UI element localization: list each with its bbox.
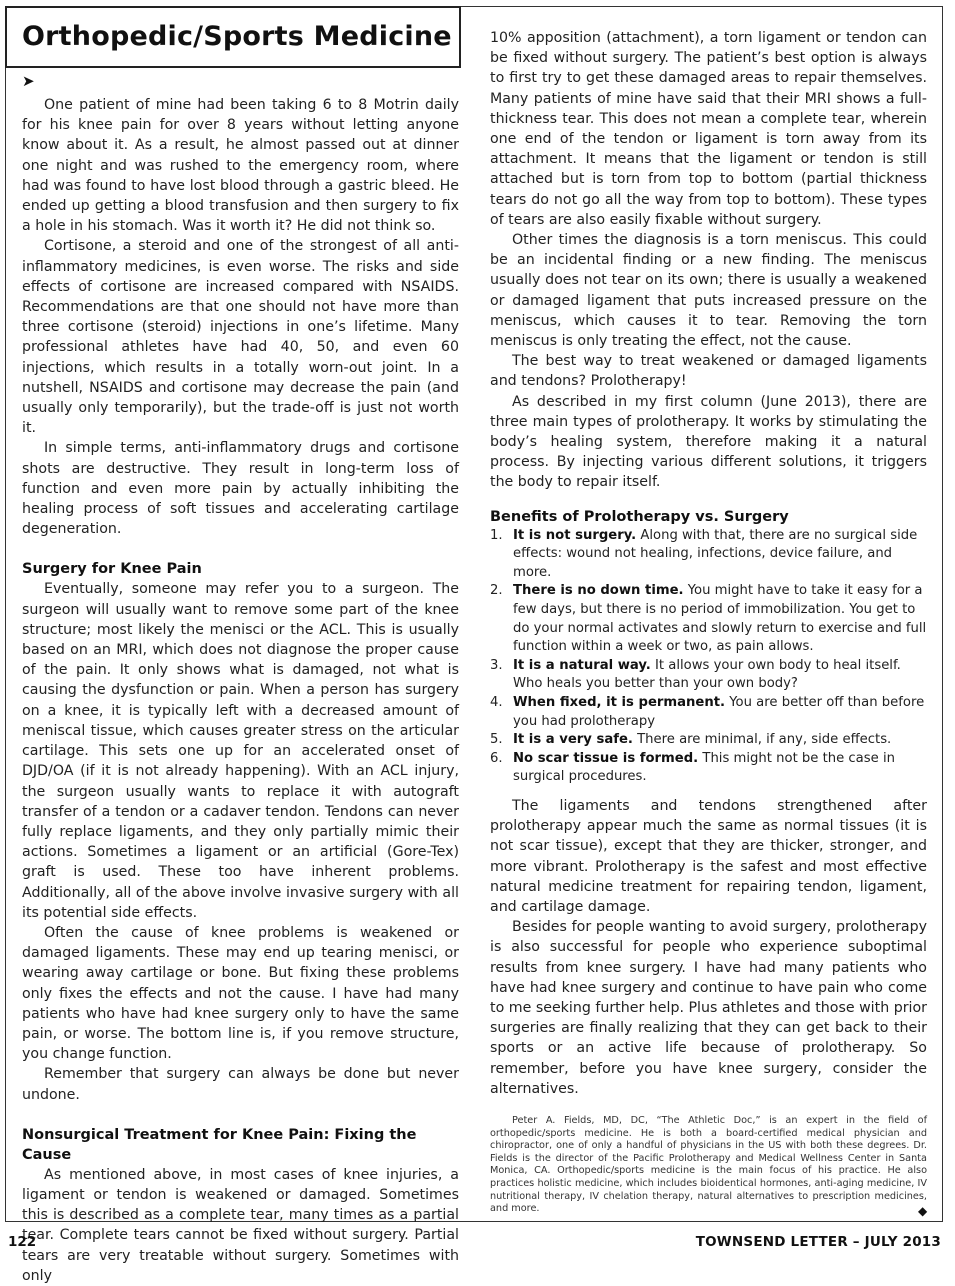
subheading-surgery: Surgery for Knee Pain xyxy=(22,561,202,578)
list-item: 5. It is a very safe. There are minimal, if any, side effects. xyxy=(490,732,892,748)
paragraph: Often the cause of knee problems is weakened or damaged ligaments. These may end up tearing menisci, or wearing away cartilage or bone. But fixing these problems only fixes the effects and not the cause. I have had many patients who have had knee surgery only to have the same pain, or worse. The bottom line is, if you remove structure, you change function. xyxy=(22,924,459,1063)
arrow-icon: ➤ xyxy=(22,72,35,90)
magazine-footer: TOWNSEND LETTER – JULY 2013 xyxy=(695,1234,941,1250)
paragraph: 10% apposition (attachment), a torn ligament or tendon can be fixed without surgery. The patient’s best option is always to first try to get these damaged areas to repair themselves. Many patients of mine have said that their MRI shows a full-thickness tear. This does not mean a complete tear, wherein one end of the tendon or ligament is torn away from its attachment. It means that the ligament or tendon is still attached but is torn from top to bottom (partial thickness tears do not go all the way from top to bottom). These types of tears are also easily fixable without surgery. xyxy=(490,30,927,228)
paragraph: Remember that surgery can always be done but never undone. xyxy=(22,1066,459,1103)
paragraph: As described in my first column (June 2013), there are three main types of prolotherapy. It works by stimulating the body’s healing system, therefore making it a natural process. By injecting various different solutions, it triggers the body to repair itself. xyxy=(490,393,927,491)
left-column xyxy=(22,95,459,1286)
paragraph: The ligaments and tendons strengthened after prolotherapy appear much the same as normal tissues (it is not scar tissue), except that they are thicker, stronger, and more vibrant. Prolotherapy is the safest and most effective natural medicine treatment for repairing tendon, ligament, and cartilage damage. xyxy=(490,797,927,915)
paragraph: One patient of mine had been taking 6 to 8 Motrin daily for his knee pain for over 8 years without letting anyone know about it. As a result, he almost passed out at dinner one night and was rushed to the emergency room, where had was found to have lost blood through a gastric bleed. He ended up getting a blood transfusion and then surgery to fix a hole in his stomach. Was it worth it? He did not think so. xyxy=(22,97,459,235)
author-bio: Peter A. Fields, MD, DC, “The Athletic Doc,” is an expert in the field of orthopedic/sports medicine. He is both a board-certified medical physician and chiropractor, one of only a handful of physicians in the US with both these degrees. Dr. Fields is the director of the Pacific Prolotherapy and Medical Wellness Center in Santa Monica, CA. Orthopedic/sports medicine is the main focus of his practice. He also practices holistic medicine, which includes bioidentical hormones, anti-aging medicine, IV nutritional therapy, IV chelation therapy, natural alternatives to prescription medicines, and more. xyxy=(490,1115,927,1215)
list-item: 4. When fixed, it is permanent. You are better off than before you had prolotherapy xyxy=(490,695,925,729)
list-item: 6. No scar tissue is formed. This might not be the case in surgical procedures. xyxy=(490,750,895,785)
paragraph: Cortisone, a steroid and one of the strongest of all anti-inflammatory medicines, is even worse. The risks and side effects of cortisone are increased compared with NSAIDS. Recommendations are that one should not have more than three cortisone (steroid) injections in one’s lifetime. Many professional athletes have had 40, 50, and even 60 injections, which results in a totally worn-out joint. In a nutshell, NSAIDS and cortisone may decrease the pain (and usually only temporarily), but the trade-off is just not worth it. xyxy=(22,238,459,437)
benefits-list xyxy=(490,527,927,787)
subheading-benefits: Benefits of Prolotherapy vs. Surgery xyxy=(490,508,789,525)
page-number: 122 xyxy=(8,1234,37,1250)
paragraph: Eventually, someone may refer you to a surgeon. The surgeon will usually want to remove some part of the knee structure; most likely the menisci or the ACL. This is usually based on an MRI, which does not diagnose the proper cause of the pain. It only shows what is damaged, not what is causing the dysfunction or pain. When a person has surgery on a knee, it is typically left with a decreased amount of meniscal tissue, which causes greater stress on the articular cartilage. This sets one up for an accelerated onset of DJD/OA (if it is not already happening). With an ACL injury, the surgeon usually wants to replace it with autograft transfer of a tendon or a cadaver tendon. Tendons can never fully replace ligaments, and they only partially mimic their actions. Sometimes a ligament or an artificial (Gore-Tex) graft is used. These too have inherent problems. Additionally, all of the above involve invasive surgery with all its potential side effects. xyxy=(22,581,459,921)
section-title: Orthopedic/Sports Medicine xyxy=(22,21,452,52)
end-mark-icon: ◆ xyxy=(918,1204,928,1218)
subheading-nonsurgical: Nonsurgical Treatment for Knee Pain: Fixing the Cause xyxy=(22,1126,417,1163)
paragraph: The best way to treat weakened or damaged ligaments and tendons? Prolotherapy! xyxy=(490,353,927,390)
paragraph: As mentioned above, in most cases of knee injuries, a ligament or tendon is weakened or damaged. Sometimes this is described as a complete tear, many times as a partial tear. Complete tears cannot be fixed without surgery. Partial tears are very treatable without surgery. Sometimes with only xyxy=(22,1166,459,1284)
list-item: 2. There is no down time. You might have to take it easy for a few days, but there is no period of immobilization. You get to do your normal activates and slowly return to exercise and full function within a week or two, as pain allows. xyxy=(490,583,927,655)
right-column xyxy=(490,28,927,1216)
paragraph: In simple terms, anti-inflammatory drugs and cortisone shots are destructive. They result in long-term loss of function and even more pain by actually inhibiting the healing process of soft tissues and accelerating cartilage degeneration. xyxy=(22,440,459,538)
list-item: 3. It is a natural way. It allows your own body to heal itself. Who heals you better than your own body? xyxy=(490,657,901,692)
section-title-box xyxy=(5,6,461,68)
paragraph: Other times the diagnosis is a torn meniscus. This could be an incidental finding or a new finding. The meniscus usually does not tear on its own; there is usually a weakened or damaged ligament that puts increased pressure on the meniscus, which causes it to tear. Removing the torn meniscus is only treating the effect, not the cause. xyxy=(490,232,927,350)
list-item: 1. It is not surgery. Along with that, there are no surgical side effects: wound not healing, infections, device failure, and more. xyxy=(490,527,918,580)
paragraph: Besides for people wanting to avoid surgery, prolotherapy is also successful for people who experience suboptimal results from knee surgery. I have had many patients who have had knee surgery and continue to have pain who come to me seeking further help. Plus athletes and those with prior surgeries are finally realizing that they can get back to their sports or an active life because of prolotherapy. So remember, before you have knee surgery, consider the alternatives. xyxy=(490,919,927,1097)
